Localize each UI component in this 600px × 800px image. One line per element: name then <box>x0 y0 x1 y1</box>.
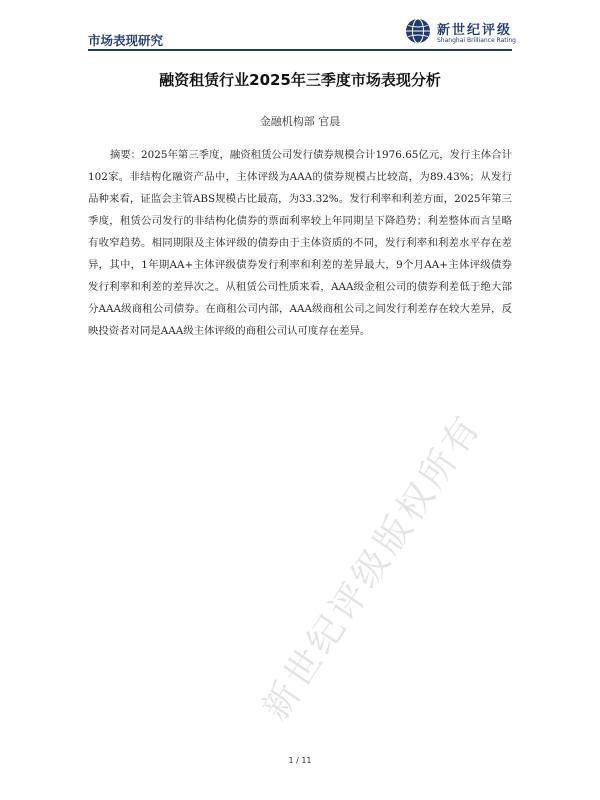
logo-chinese-name: 新世纪评级 <box>437 23 513 38</box>
brand-logo <box>405 18 515 48</box>
logo-english-name: Shanghai Brilliance Rating <box>437 37 516 44</box>
page-title: 融资租赁行业2025年三季度市场表现分析 <box>159 71 441 89</box>
header-divider <box>88 49 512 51</box>
abstract-paragraph <box>88 144 512 342</box>
abstract-label: 摘要： <box>109 149 142 161</box>
copyright-watermark: 新世纪评级版权所有 <box>254 406 491 728</box>
abstract-body: 2025年第三季度，融资租赁公司发行债券规模合计1976.65亿元，发行主体合计102家。非结构化融资产品中，主体评级为AAA的债券规模占比较高，为89.43%；从发行品种来看，证监会主管ABS规模占比最高，为33.32%。发行利率和利差方面，2025年第三季度，租赁公司发行的非结构化债券的票面利率较上年同期呈下降趋势；利差整体而言呈略有收窄趋势。相同期限及主体评级的债券由于主体资质的不同，发行利率和利差水平存在差异，其中，1年期AA+主体评级债券发行利率和利差的差异最大，9个月AA+主体评级债券发行利率和利差的差异次之。从租赁公司性质来看，AAA级金租公司的债券利差低于绝大部分AAA级商租公司债券。在商租公司内部，AAA级商租公司之间发行利差存在较大差异，反映投资者对同是AAA级主体评级的商租公司认可度存在差异。 <box>88 149 512 337</box>
globe-logo-icon <box>405 18 431 44</box>
section-label: 市场表现研究 <box>88 33 164 48</box>
author-line: 金融机构部 官晨 <box>259 115 341 128</box>
page-number: 1 / 11 <box>288 756 312 765</box>
